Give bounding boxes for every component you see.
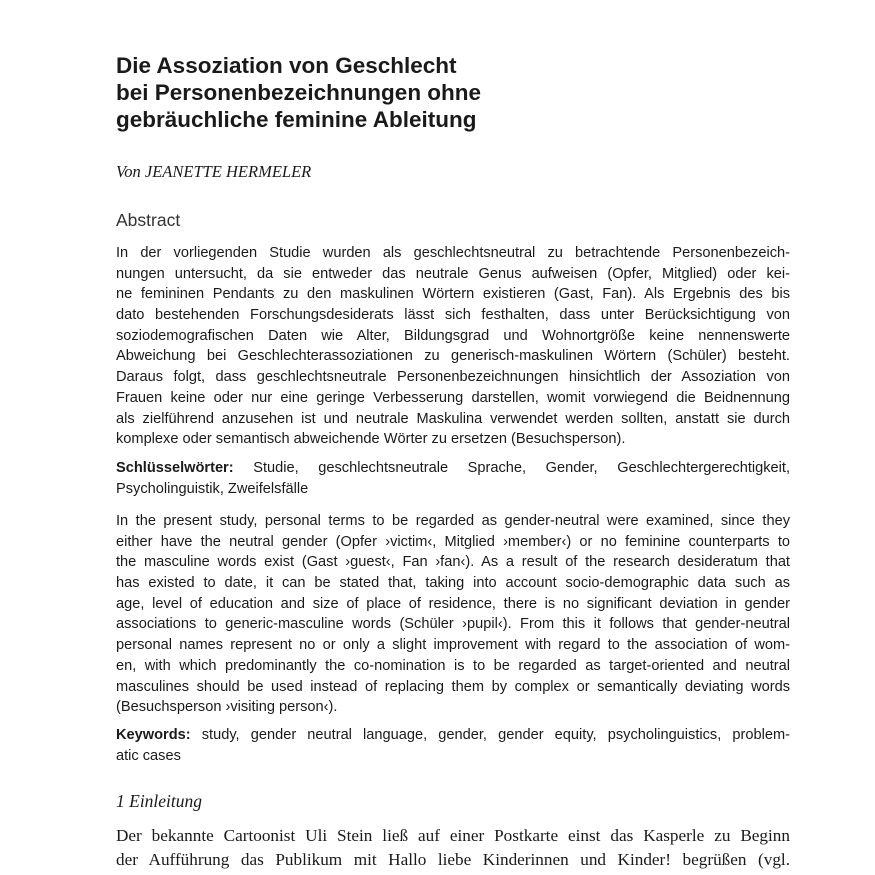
abstract-en-line: personal names represent no or only a slight improvement with regard to the association of wom- xyxy=(116,637,790,654)
author-line: Von JEANETTE HERMELER xyxy=(116,162,312,181)
title-line: Die Assoziation von Geschlecht xyxy=(116,53,457,78)
keywords-en-text: study, gender neutral language, gender, gender equity, psycholinguistics, problem- xyxy=(201,727,790,743)
abstract-en-line: either have the neutral gender (Opfer ›victim‹, Mitglied ›member‹) or no feminine counterparts to xyxy=(116,533,790,550)
keywords-en-line: atic cases xyxy=(116,747,181,764)
abstract-english xyxy=(116,511,790,718)
abstract-de-line: nungen untersucht, da sie entweder das neutrale Genus aufweisen (Opfer, Mitglied) oder kei- xyxy=(116,265,790,282)
article-title xyxy=(116,52,790,133)
abstract-en-line: In the present study, personal terms to be regarded as gender-neutral were examined, since they xyxy=(116,513,790,529)
keywords-de-label: Schlüsselwörter: xyxy=(116,460,234,476)
abstract-heading: Abstract xyxy=(116,210,181,230)
body-line: der Aufführung das Publikum mit Hallo liebe Kinderinnen und Kinder! begrüßen (vgl. xyxy=(116,849,790,869)
body-text xyxy=(116,824,790,871)
abstract-de-line: Frauen keine oder nur eine geringe Verbesserung darstellen, womit vorwiegend die Beidnennung xyxy=(116,389,790,406)
abstract-en-line: the masculine words exist (Gast ›guest‹, Fan ›fan‹). As a result of the research desideratum that xyxy=(116,554,790,571)
abstract-de-line: Abweichung bei Geschlechterassoziationen zu generisch-maskulinen Wörtern (Schüler) besteht. xyxy=(116,348,790,365)
abstract-en-line: masculines should be used instead of replacing them by complex or semantically deviating words xyxy=(116,678,790,695)
abstract-en-line: associations to generic-masculine words (Schüler ›pupil‹). From this it follows that gender-neutral xyxy=(116,616,790,633)
keywords-english xyxy=(116,725,790,766)
abstract-de-line: komplexe oder semantisch abweichende Wörter zu ersetzen (Besuchsperson). xyxy=(116,431,626,448)
keywords-en-line xyxy=(116,725,790,746)
keywords-en-label: Keywords: xyxy=(116,727,191,743)
body-line: Der bekannte Cartoonist Uli Stein ließ auf einer Postkarte einst das Kasperle zu Beginn xyxy=(116,826,790,845)
abstract-de-line: In der vorliegenden Studie wurden als geschlechtsneutral zu betrachtende Personenbezeich- xyxy=(116,245,790,261)
abstract-de-line: soziodemografischen Daten wie Alter, Bildungsgrad und Wohnortgröße keine nennenswerte xyxy=(116,327,790,344)
abstract-en-line: has existed to date, it can be stated that, taking into account socio-demographic data such as xyxy=(116,575,790,592)
abstract-en-line: en, with which predominantly the co-nomination is to be regarded as target-oriented and neutral xyxy=(116,657,790,674)
section-heading: 1 Einleitung xyxy=(116,791,203,811)
abstract-de-line: dato bestehenden Forschungsdesiderats lässt sich festhalten, dass unter Berücksichtigung von xyxy=(116,307,790,324)
abstract-en-line: age, level of education and size of place of residence, there is no significant deviation in gender xyxy=(116,595,790,612)
abstract-german xyxy=(116,243,790,450)
title-line: gebräuchliche feminine Ableitung xyxy=(116,107,477,132)
title-line: bei Personenbezeichnungen ohne xyxy=(116,80,482,105)
abstract-de-line: Daraus folgt, dass geschlechtsneutrale Personenbezeichnungen hinsichtlich der Assoziation von xyxy=(116,369,790,386)
abstract-en-line: (Besuchsperson ›visiting person‹). xyxy=(116,699,338,716)
keywords-german xyxy=(116,458,790,499)
keywords-de-line xyxy=(116,458,790,479)
keywords-de-text: Studie, geschlechtsneutrale Sprache, Gender, Geschlechtergerechtigkeit, xyxy=(253,460,790,476)
keywords-de-line: Psycholinguistik, Zweifelsfälle xyxy=(116,480,309,497)
abstract-de-line: als zielführend anzusehen ist und neutrale Maskulina verwendet werden sollten, anstatt sie durch xyxy=(116,410,790,427)
abstract-de-line: ne femininen Pendants zu den maskulinen Wörtern existieren (Gast, Fan). Als Ergebnis des bis xyxy=(116,286,790,303)
